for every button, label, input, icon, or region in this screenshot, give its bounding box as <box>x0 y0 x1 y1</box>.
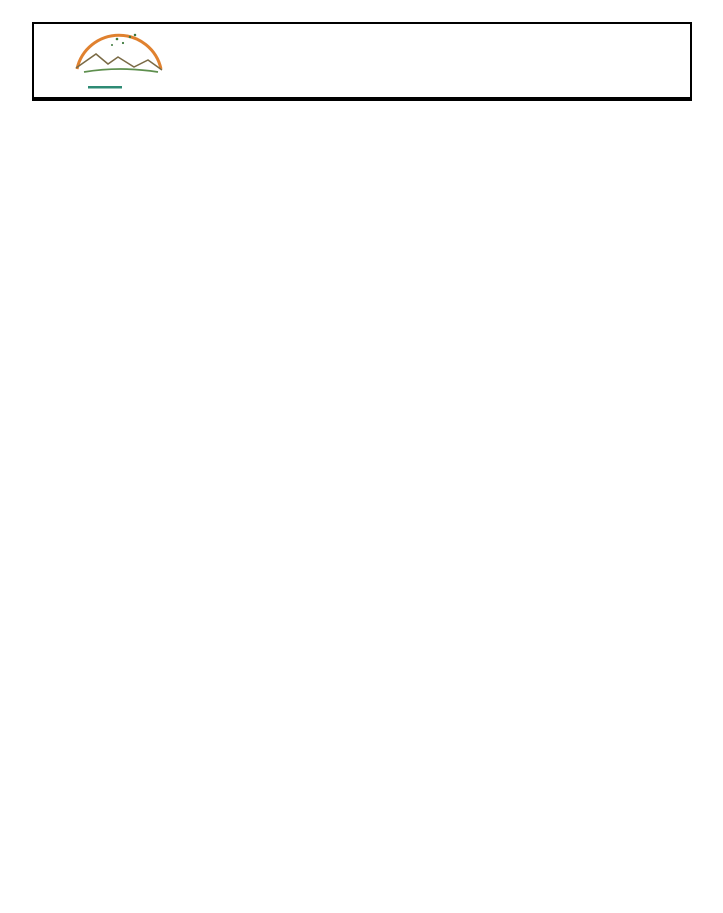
district-logo-icon <box>60 27 188 93</box>
calendar-sheet <box>32 22 692 101</box>
sheet-header <box>34 24 690 99</box>
page-footer <box>0 788 723 805</box>
